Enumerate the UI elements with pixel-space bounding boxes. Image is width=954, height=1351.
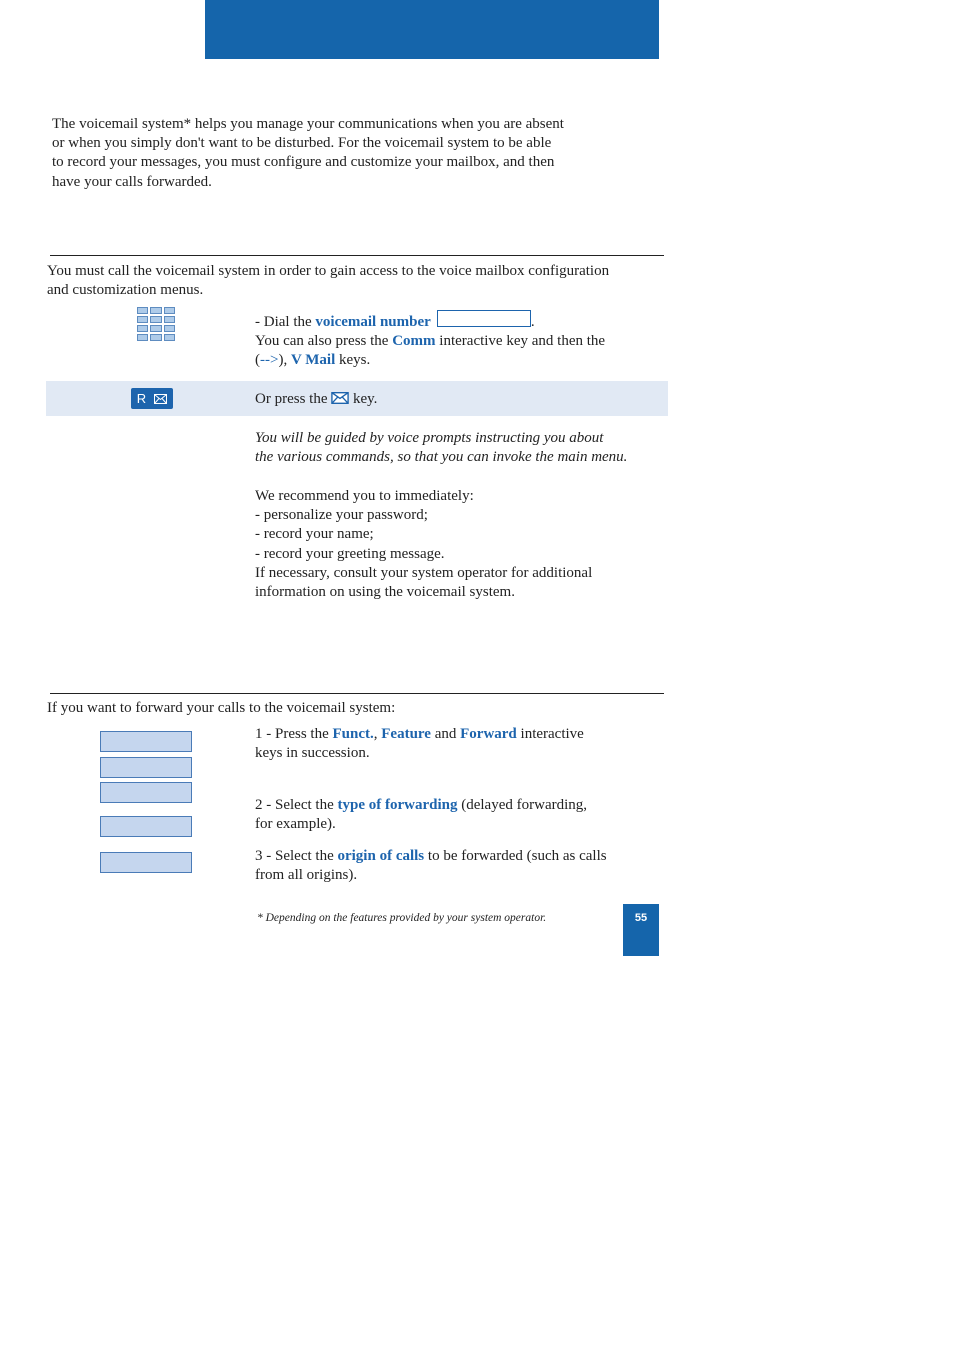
section-divider (50, 693, 664, 694)
section1-intro-line: and customization menus. (47, 282, 204, 299)
step-3: 3 - Select the origin of calls to be forwarded (such as calls from all origins). (255, 848, 607, 884)
intro-line: have your calls forwarded. (52, 173, 212, 190)
message-key[interactable] (131, 388, 173, 409)
intro-line: or when you simply don't want to be disturbed. For the voicemail system to be able (52, 135, 552, 152)
page-number: 55 (634, 912, 648, 924)
section1-intro (47, 262, 609, 300)
origin-of-calls-label: origin of calls (337, 848, 425, 864)
also-press-line-2: (-->), V Mail keys. (255, 352, 371, 369)
guided-note (255, 429, 627, 467)
recommend-line: information on using the voicemail system. (255, 584, 515, 601)
softkey-funct[interactable] (100, 731, 192, 752)
feature-key-label: Feature (381, 726, 431, 742)
dial-line: - Dial the voicemail number . (255, 310, 605, 332)
intro-paragraph (52, 115, 564, 192)
header-band (205, 0, 659, 59)
voicemail-number-box (437, 310, 531, 327)
message-key-label: R (136, 390, 147, 406)
keypad-icon (137, 307, 175, 338)
recommend-line: - record your greeting message. (255, 545, 445, 562)
intro-line: to record your messages, you must configure and customize your mailbox, and then (52, 154, 555, 171)
intro-line: The voicemail system* helps you manage your communications when you are absent (52, 116, 564, 132)
softkey-feature[interactable] (100, 757, 192, 778)
vmail-key-label: V Mail (290, 352, 336, 369)
comm-key-label: Comm (392, 333, 436, 350)
funct-key-label: Funct. (332, 726, 374, 742)
softkey-origin-of-calls[interactable] (100, 852, 192, 873)
guided-line: the various commands, so that you can invoke the main menu. (255, 449, 628, 466)
footnote: * Depending on the features provided by your system operator. (257, 912, 547, 924)
envelope-icon (154, 394, 167, 404)
envelope-icon (331, 392, 349, 404)
step-2: 2 - Select the type of forwarding (delayed forwarding, for example). (255, 797, 588, 833)
guided-line: You will be guided by voice prompts instructing you about (255, 430, 604, 446)
softkey-type-of-forwarding[interactable] (100, 816, 192, 837)
voicemail-number-label: voicemail number (315, 314, 431, 330)
recommend-line: We recommend you to immediately: (255, 488, 474, 504)
step-1: 1 - Press the Funct., Feature and Forward interactive keys in succession. (255, 726, 584, 762)
arrow-key-label: --> (260, 352, 279, 369)
also-press-line: You can also press the Comm interactive key and then the (255, 333, 606, 350)
recommend-line: If necessary, consult your system operator for additional (255, 564, 593, 581)
recommend-line: - record your name; (255, 526, 374, 543)
or-press-line: Or press the key. (255, 391, 378, 407)
recommendations (255, 487, 592, 602)
dial-instructions (255, 310, 605, 371)
forward-key-label: Forward (460, 726, 517, 742)
section-divider (50, 255, 664, 256)
page-number-tab (623, 904, 659, 956)
recommend-line: - personalize your password; (255, 507, 428, 524)
section2-intro: If you want to forward your calls to the voicemail system: (47, 700, 396, 716)
softkey-forward[interactable] (100, 782, 192, 803)
type-of-forwarding-label: type of forwarding (337, 797, 458, 813)
section1-intro-line: You must call the voicemail system in order to gain access to the voice mailbox configuration (47, 263, 610, 279)
